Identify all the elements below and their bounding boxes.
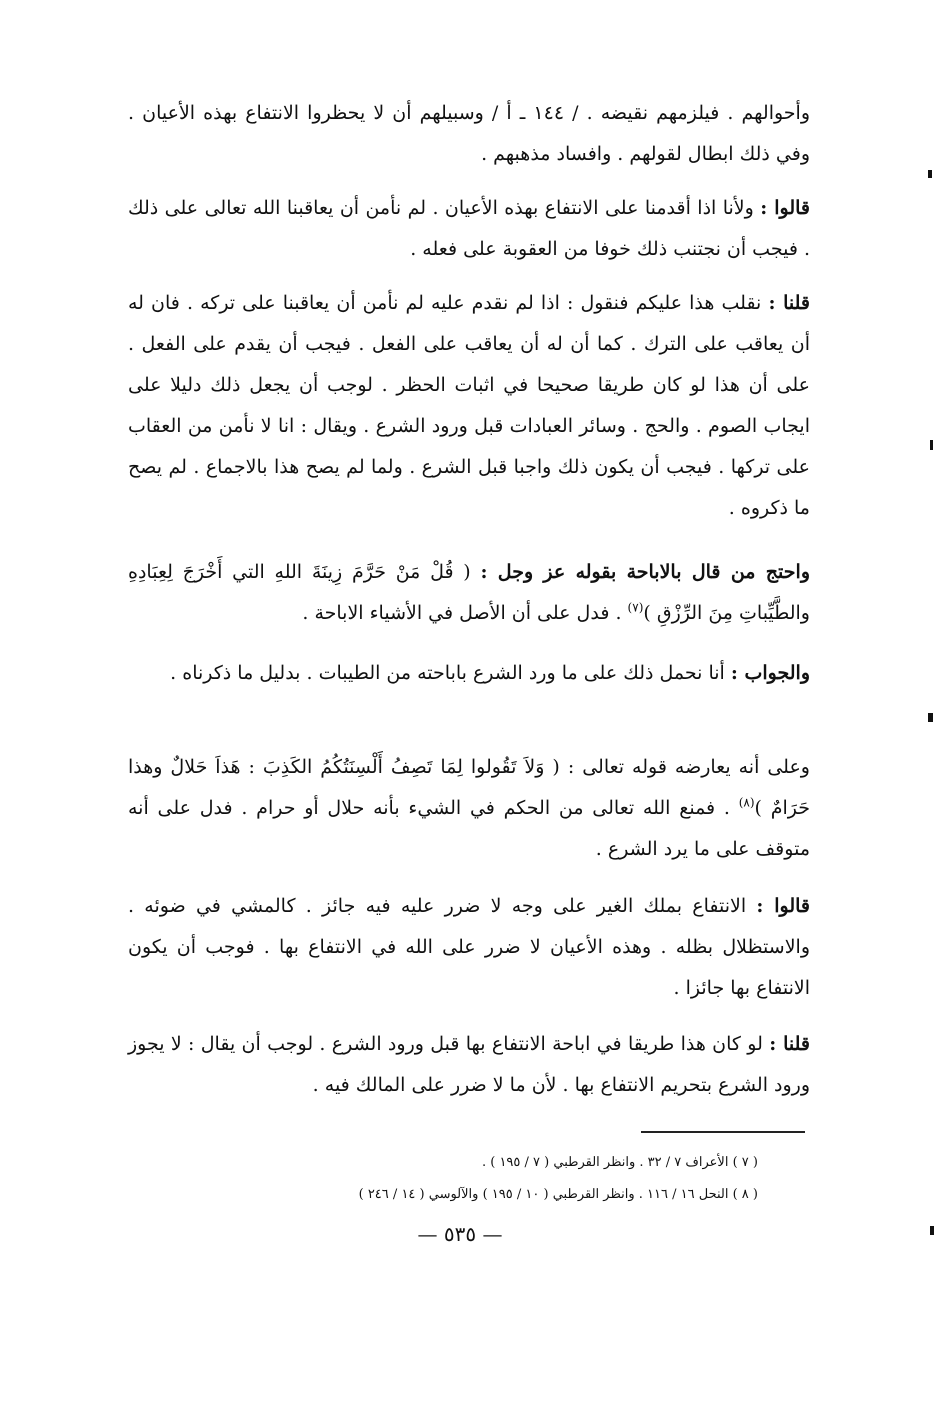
paragraph-1 (128, 93, 810, 175)
paragraph-4 (128, 552, 810, 634)
footnote-7: ( ٧ ) الأعراف ٧ / ٣٢ . وانظر القرطبي ( ٧ / ١٩٥ ) . (481, 1155, 758, 1170)
paragraph-4-lead: واحتج من قال بالاباحة بقوله عز وجل : (480, 561, 810, 583)
paragraph-5-lead: والجواب : (730, 662, 810, 684)
paragraph-7-text: الانتفاع بملك الغير على وجه لا ضرر عليه فيه جائز . كالمشي في ضوئه . والاستظلال بظله . وهذه الأعيان لا ضرر على الله في الانتفاع بها . فوجب أن يكون الانتفاع بها جائزا . (128, 895, 810, 999)
paragraph-8-lead: قلنا : (769, 1033, 810, 1055)
paragraph-7 (128, 886, 810, 1009)
paragraph-3-text: نقلب هذا عليكم فنقول : اذا لم نقدم عليه لم نأمن أن يعاقبنا على تركه . فان له أن يعاقب على الترك . كما أن له أن يعاقب على الفعل . فيجب أن يقدم على الفعل . على أن هذا لو كان طريقا صحيحا في اثبات الحظر . لوجب أن يجعل ذلك دليلا على ايجاب الصوم . والحج . وسائر العبادات قبل ورود الشرع . ويقال : انا لا نأمن من العقاب على تركها . فيجب أن يكون ذلك واجبا قبل الشرع . ولما لم يصح هذا بالاجماع . لم يصح ما ذكروه . (128, 292, 810, 519)
paragraph-8 (128, 1024, 810, 1106)
paragraph-3-lead: قلنا : (768, 292, 811, 314)
footnotes (300, 1147, 758, 1211)
paragraph-4-quran: ( قُلْ مَنْ حَرَّمَ زِينَةَ اللهِ التي أَخْرَجَ لِعِبَادِهِ والطَّيِّباتِ مِنَ الرِّزْقِ ) (128, 561, 810, 624)
footnote-ref-8: (٨) (738, 795, 755, 810)
paragraph-5 (128, 653, 810, 694)
paragraph-6-quran: ( وَلاَ تَقُولوا لِمَا تَصِفُ أَلْسِنَتُكُمُ الكَذِبَ : هَذاَ حَلالٌ وهذا حَرَامٌ ) (128, 756, 810, 819)
paragraph-2 (128, 188, 810, 270)
paragraph-3 (128, 283, 810, 529)
footnote-divider (641, 1131, 805, 1133)
paragraph-2-text: ولأنا اذا أقدمنا على الانتفاع بهذه الأعيان . لم نأمن أن يعاقبنا الله تعالى على ذلك . فيجب أن نجتنب ذلك خوفا من العقوبة على فعله . (128, 197, 810, 260)
paragraph-2-lead: قالوا : (760, 197, 810, 219)
paragraph-8-text: لو كان هذا طريقا في اباحة الانتفاع بها قبل ورود الشرع . لوجب أن يقال : لا يجوز ورود الشرع بتحريم الانتفاع بها . لأن ما لا ضرر على المالك فيه . (128, 1033, 810, 1096)
scan-mark (928, 170, 932, 178)
scan-mark (928, 713, 933, 722)
page-number: — ٥٣٥ — (417, 1222, 503, 1246)
footnote-8: ( ٨ ) النحل ١٦ / ١١٦ . وانظر القرطبي ( ١٠ / ١٩٥ ) والآلوسي ( ١٤ / ٢٤٦ ) (358, 1187, 758, 1202)
paragraph-6-text: . فمنع الله تعالى من الحكم في الشيء بأنه حلال أو حرام . فدل على أنه متوقف على ما يرد الشرع . (128, 797, 810, 860)
paragraph-6 (128, 747, 810, 870)
paragraph-5-text: أنا نحمل ذلك على ما ورد الشرع باباحته من الطيبات . بدليل ما ذكرناه . (170, 662, 731, 684)
footnote-ref-7: (٧) (627, 600, 644, 615)
scan-mark (930, 1226, 934, 1235)
scan-mark (930, 440, 933, 450)
paragraph-7-lead: قالوا : (756, 895, 810, 917)
paragraph-1-text: وأحوالهم . فيلزمهم نقيضه . / ١٤٤ ـ أ / وسبيلهم أن لا يحظروا الانتفاع بهذه الأعيان . وفي ذلك ابطال لقولهم . وافساد مذهبهم . (128, 102, 810, 165)
paragraph-6-pre: وعلى أنه يعارضه قوله تعالى : (567, 756, 810, 778)
paragraph-4-text: . فدل على أن الأصل في الأشياء الاباحة . (302, 602, 628, 624)
